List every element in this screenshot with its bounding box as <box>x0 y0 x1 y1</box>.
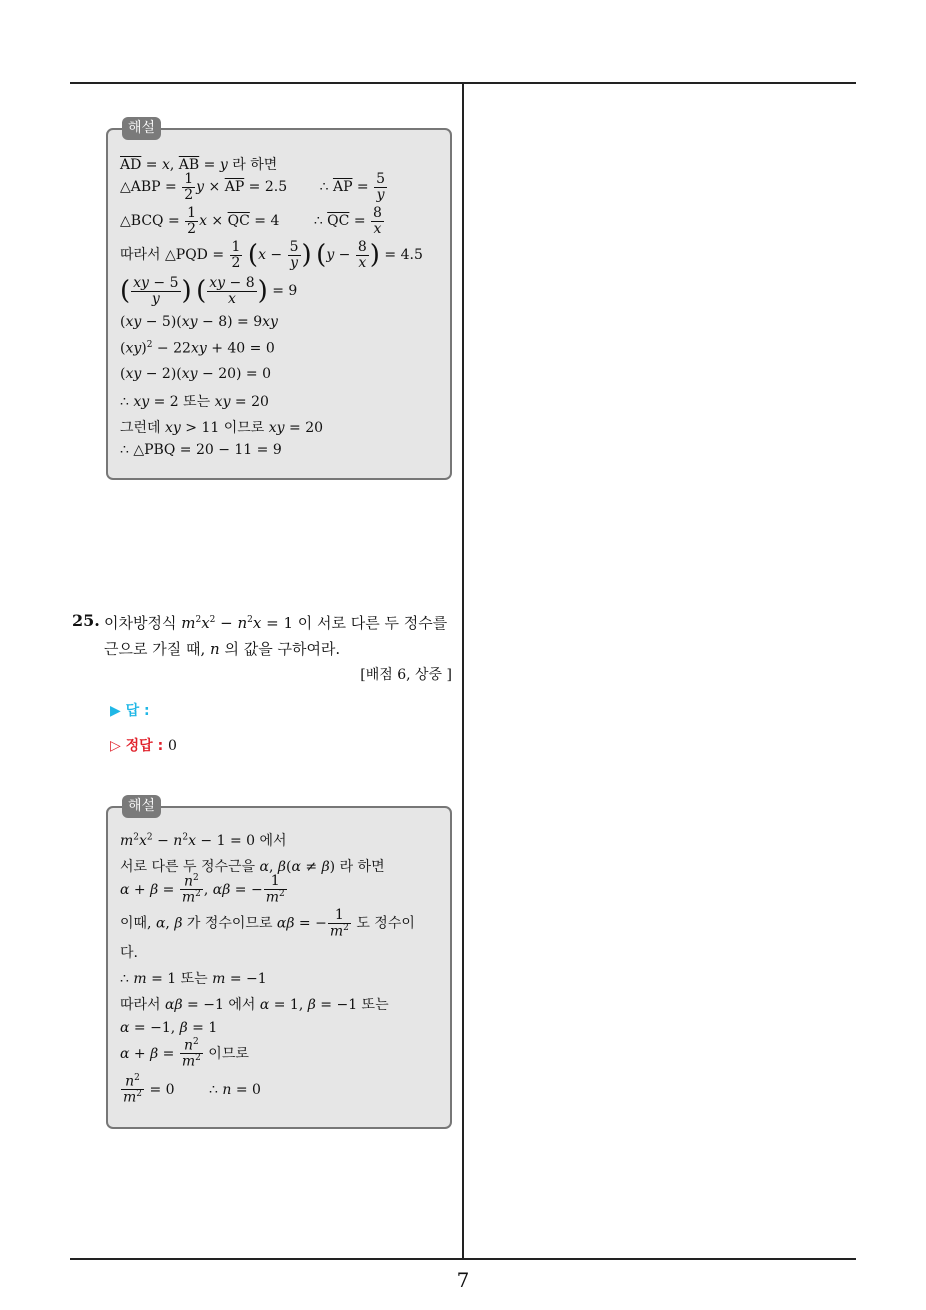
solution-line: ∴ m = 1 또는 m = −1 <box>120 971 267 987</box>
bottom-rule <box>70 1258 856 1260</box>
solution-line: $\overline{AD} = x$, $\overline{AB} = y$ 라 하면 <box>120 157 278 173</box>
solution-line: 다. <box>120 945 138 961</box>
solution-line: (xy − 2)(xy − 20) = 0 <box>120 366 272 382</box>
solution-line: ∴ △PBQ = 20 − 11 = 9 <box>120 442 282 458</box>
solution-line: 그런데 xy > 11 이므로 xy = 20 <box>120 420 324 436</box>
solution-line: △BCQ = $\frac{1}{2}$ $x \times \overline{QC} = 4$ ∴ $\overline{QC}$ = $\frac{8}{x}$ <box>120 205 382 237</box>
solution-line: (xy − 5)(xy − 8) = 9xy <box>120 314 278 330</box>
solution-line: ( $\frac{xy - 5}{y}$ ) ( $\frac{xy - 8}{x}$ ) = 9 <box>120 275 298 307</box>
question-number: 25. <box>72 611 100 630</box>
solution-line: 따라서 △PQD = $\frac{1}{2}$ (x − $\frac{5}{y}$ ) (y − $\frac{8}{x}$ ) = 4.5 <box>120 239 423 271</box>
solution-line: (xy)$^2$ − 22xy + 40 = 0 <box>120 340 275 357</box>
solution-tag: 해설 <box>122 117 161 140</box>
column-divider <box>462 83 464 1259</box>
solution-box-2 <box>106 798 452 1129</box>
answer-input-label: ▶ 답 : <box>110 703 150 719</box>
solution-line: α = −1, β = 1 <box>120 1020 218 1036</box>
question-score: [배점 6, 상중 ] <box>360 667 452 683</box>
correct-answer <box>110 735 177 755</box>
solution-line: $m^2x^2 - n^2x - 1 = 0$ 에서 <box>120 832 287 849</box>
correct-answer-label: ▷ 정답 : <box>110 738 164 754</box>
question-text-line1: 이차방정식 $m^2x^2 - n^2x = 1$ 이 서로 다른 두 정수를 <box>104 614 448 632</box>
solution-line: 따라서 αβ = −1 에서 α = 1, β = −1 또는 <box>120 997 389 1013</box>
correct-answer-value: 0 <box>168 738 177 754</box>
solution-line: △ABP = $\frac{1}{2}$ $y \times \overline{AP} = 2.5$ ∴ $\overline{AP}$ = $\frac{5}{y}$ <box>120 171 386 203</box>
page-number: 7 <box>456 1268 470 1292</box>
solution-line: 서로 다른 두 정수근을 α, β(α ≠ β) 라 하면 <box>120 859 385 875</box>
solution-box-1 <box>106 120 452 480</box>
solution-line: 이때, α, β 가 정수이므로 αβ = − $\frac{1}{m^2}$ 도 정수이 <box>120 907 415 940</box>
solution-line: ∴ xy = 2 또는 xy = 20 <box>120 394 269 410</box>
solution-tag: 해설 <box>122 795 161 818</box>
question-text-line2: 근으로 가질 때, n 의 값을 구하여라. <box>104 640 341 658</box>
solution-line: α + β = $\frac{n^2}{m^2}$ , αβ = − $\frac{1}{m^2}$ <box>120 873 285 906</box>
solution-line: α + β = $\frac{n^2}{m^2}$ 이므로 <box>120 1037 249 1070</box>
solution-line: $\frac{n^2}{m^2}$ = 0 ∴ n = 0 <box>123 1073 261 1106</box>
